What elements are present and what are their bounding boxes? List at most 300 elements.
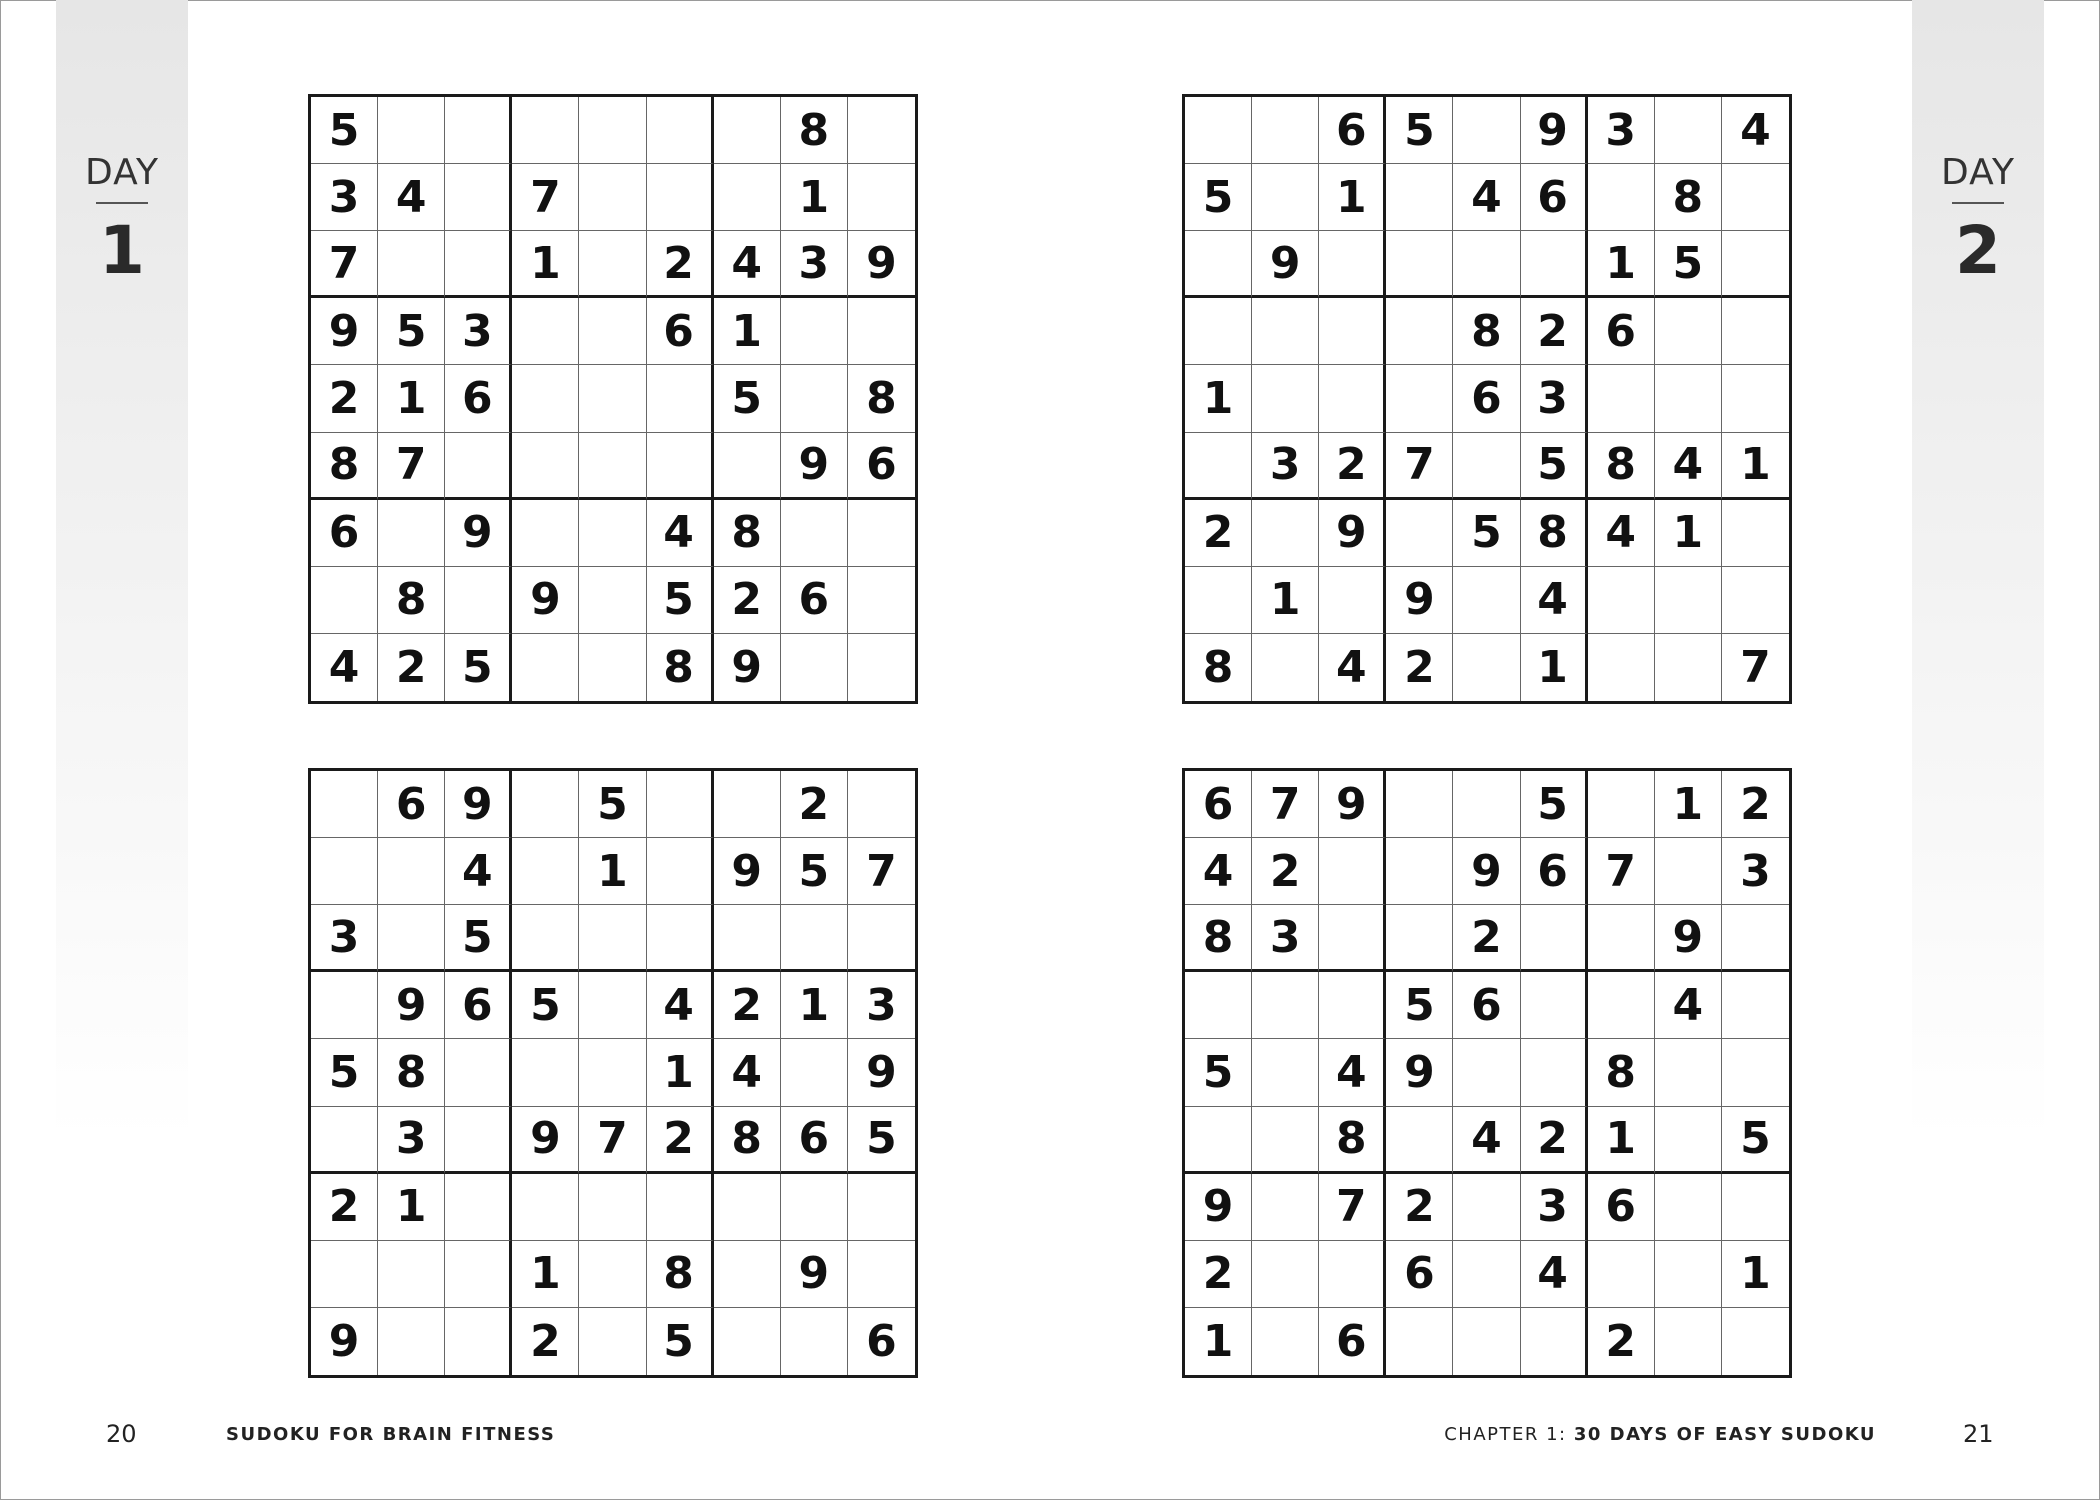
- sudoku-cell: [512, 634, 579, 701]
- sudoku-cell: [714, 1174, 781, 1241]
- sudoku-cell: 9: [311, 298, 378, 365]
- sudoku-cell: 4: [1319, 634, 1386, 701]
- sudoku-cell: [445, 1174, 512, 1241]
- sudoku-cell: [1655, 1174, 1722, 1241]
- sudoku-cell: [1185, 972, 1252, 1039]
- sudoku-cell: [512, 771, 579, 838]
- sudoku-cell: [848, 567, 915, 634]
- sudoku-cell: 5: [1185, 1039, 1252, 1106]
- sudoku-cell: [579, 97, 646, 164]
- sudoku-cell: [781, 500, 848, 567]
- day-number-left: 1: [99, 212, 145, 289]
- sudoku-cell: [1453, 1039, 1520, 1106]
- sudoku-cell: 3: [1521, 1174, 1588, 1241]
- sudoku-cell: 2: [1386, 634, 1453, 701]
- sudoku-cell: 8: [647, 1241, 714, 1308]
- sudoku-cell: 7: [1386, 433, 1453, 500]
- sudoku-cell: 6: [1319, 1308, 1386, 1375]
- sudoku-cell: 2: [1185, 1241, 1252, 1308]
- sudoku-cell: 6: [647, 298, 714, 365]
- sudoku-cell: [781, 905, 848, 972]
- sudoku-cell: 6: [1453, 365, 1520, 432]
- sudoku-cell: [1453, 771, 1520, 838]
- sudoku-cell: 1: [1588, 1107, 1655, 1174]
- sudoku-cell: 2: [714, 567, 781, 634]
- sudoku-cell: 7: [848, 838, 915, 905]
- chapter-heading: [1444, 1424, 1876, 1445]
- sudoku-cell: [512, 1039, 579, 1106]
- sudoku-cell: 8: [1319, 1107, 1386, 1174]
- sudoku-cell: [579, 164, 646, 231]
- sudoku-cell: 1: [1655, 771, 1722, 838]
- sudoku-cell: 9: [1252, 231, 1319, 298]
- sudoku-cell: 3: [1252, 433, 1319, 500]
- sudoku-cell: [1252, 1174, 1319, 1241]
- sudoku-cell: [1722, 972, 1789, 1039]
- sudoku-cell: [1386, 298, 1453, 365]
- sudoku-cell: 9: [848, 231, 915, 298]
- sudoku-cell: [1655, 1308, 1722, 1375]
- sudoku-cell: [848, 1241, 915, 1308]
- chapter-title: 30 DAYS OF EASY SUDOKU: [1573, 1424, 1876, 1445]
- sudoku-cell: [1722, 231, 1789, 298]
- sudoku-cell: 6: [445, 365, 512, 432]
- sudoku-cell: [378, 231, 445, 298]
- sudoku-cell: 4: [647, 500, 714, 567]
- sudoku-cell: [1722, 164, 1789, 231]
- sudoku-cell: [1185, 97, 1252, 164]
- sudoku-cell: 9: [1655, 905, 1722, 972]
- sudoku-cell: 3: [311, 905, 378, 972]
- sudoku-cell: [1386, 231, 1453, 298]
- sudoku-cell: [1252, 1241, 1319, 1308]
- sudoku-cell: 4: [1453, 1107, 1520, 1174]
- sudoku-cell: [1319, 567, 1386, 634]
- sudoku-cell: 4: [311, 634, 378, 701]
- sudoku-cell: [1386, 500, 1453, 567]
- sudoku-cell: [848, 771, 915, 838]
- sudoku-cell: [1319, 1241, 1386, 1308]
- sudoku-cell: 6: [781, 1107, 848, 1174]
- sudoku-cell: 7: [1740, 641, 1771, 693]
- sudoku-cell: 7: [1588, 838, 1655, 905]
- sudoku-cell: 2: [1453, 905, 1520, 972]
- sudoku-cell: [445, 1308, 512, 1375]
- sudoku-cell: [1252, 634, 1319, 701]
- sudoku-cell: 9: [512, 1107, 579, 1174]
- sudoku-cell: 1: [1521, 634, 1588, 701]
- sudoku-cell: [781, 1039, 848, 1106]
- sudoku-cell: 5: [1386, 972, 1453, 1039]
- sudoku-cell: 9: [1319, 500, 1386, 567]
- sudoku-cell: [714, 164, 781, 231]
- sudoku-cell: 1: [647, 1039, 714, 1106]
- sudoku-cell: [647, 164, 714, 231]
- sudoku-cell: [1521, 231, 1588, 298]
- sudoku-cell: [1386, 1107, 1453, 1174]
- sudoku-cell: 9: [848, 1039, 915, 1106]
- sudoku-grid-bottom-right: [1182, 768, 1792, 1378]
- sudoku-cell: 5: [378, 298, 445, 365]
- sudoku-cell: 8: [1185, 905, 1252, 972]
- sudoku-cell: [848, 905, 915, 972]
- sudoku-cell: 5: [1453, 500, 1520, 567]
- sudoku-cell: [1521, 1308, 1588, 1375]
- sudoku-cell: [1386, 838, 1453, 905]
- sudoku-cell: [714, 1308, 781, 1375]
- day-divider-left: [96, 202, 148, 204]
- sudoku-cell: [1252, 164, 1319, 231]
- sudoku-cell: [1386, 164, 1453, 231]
- sudoku-cell: [311, 1241, 378, 1308]
- sudoku-cell: 6: [378, 771, 445, 838]
- sudoku-cell: [445, 231, 512, 298]
- sudoku-cell: 9: [512, 567, 579, 634]
- sudoku-cell: [1453, 433, 1520, 500]
- sudoku-cell: 1: [1185, 1308, 1252, 1375]
- sudoku-cell: 6: [1453, 972, 1520, 1039]
- sudoku-cell: [579, 567, 646, 634]
- sudoku-cell: 1: [378, 1174, 445, 1241]
- sudoku-cell: [1319, 905, 1386, 972]
- day-label-right: DAY: [1941, 152, 2015, 193]
- sudoku-grid-top-left: [308, 94, 918, 704]
- sudoku-cell: [378, 1241, 445, 1308]
- sudoku-cell: [781, 365, 848, 432]
- sudoku-cell: 9: [1319, 771, 1386, 838]
- sudoku-cell: [1386, 365, 1453, 432]
- sudoku-cell: [1722, 298, 1789, 365]
- sudoku-cell: 6: [1319, 97, 1386, 164]
- page-number-right: 21: [1963, 1420, 1994, 1448]
- running-title: SUDOKU FOR BRAIN FITNESS: [226, 1424, 556, 1445]
- sudoku-cell: [647, 905, 714, 972]
- sudoku-cell: 2: [512, 1308, 579, 1375]
- sudoku-cell: 3: [1521, 365, 1588, 432]
- sudoku-cell: 4: [1453, 164, 1520, 231]
- sudoku-cell: 7: [1252, 771, 1319, 838]
- sudoku-cell: [1655, 1107, 1722, 1174]
- sudoku-cell: [1386, 1308, 1453, 1375]
- sudoku-cell: 6: [1588, 298, 1655, 365]
- sudoku-cell: 7: [378, 433, 445, 500]
- sudoku-cell: [579, 634, 646, 701]
- sudoku-cell: [1521, 905, 1588, 972]
- sudoku-cell: 1: [714, 298, 781, 365]
- sudoku-cell: [1588, 634, 1655, 701]
- sudoku-cell: 6: [1521, 838, 1588, 905]
- sudoku-cell: [1185, 298, 1252, 365]
- sudoku-cell: 4: [1655, 972, 1722, 1039]
- sudoku-cell: [445, 97, 512, 164]
- sudoku-cell: 1: [378, 365, 445, 432]
- sudoku-cell: 5: [512, 972, 579, 1039]
- sudoku-cell: 9: [1386, 567, 1453, 634]
- sudoku-grid-top-right: [1182, 94, 1792, 704]
- sudoku-cell: 9: [1185, 1174, 1252, 1241]
- sudoku-cell: [1655, 838, 1722, 905]
- sudoku-cell: 6: [1386, 1241, 1453, 1308]
- sudoku-cell: 9: [1386, 1039, 1453, 1106]
- sudoku-cell: 6: [848, 433, 915, 500]
- sudoku-cell: [1655, 1241, 1722, 1308]
- sudoku-cell: [512, 838, 579, 905]
- sudoku-cell: 1: [1722, 433, 1789, 500]
- sudoku-cell: 2: [1521, 298, 1588, 365]
- sudoku-cell: [1185, 231, 1252, 298]
- sudoku-cell: [579, 298, 646, 365]
- sudoku-cell: 2: [714, 972, 781, 1039]
- sudoku-cell: [1453, 634, 1520, 701]
- sudoku-cell: [1319, 298, 1386, 365]
- sudoku-cell: [579, 1241, 646, 1308]
- sudoku-cell: [1252, 500, 1319, 567]
- sudoku-cell: [1722, 365, 1789, 432]
- sudoku-cell: [781, 1308, 848, 1375]
- sudoku-cell: 4: [1722, 97, 1789, 164]
- sudoku-cell: 3: [445, 298, 512, 365]
- sudoku-cell: 4: [1185, 838, 1252, 905]
- sudoku-cell: [512, 1174, 579, 1241]
- sudoku-cell: [714, 1241, 781, 1308]
- sudoku-cell: [445, 1039, 512, 1106]
- sudoku-cell: [1386, 905, 1453, 972]
- sudoku-cell: 3: [1722, 838, 1789, 905]
- sudoku-cell: [1588, 972, 1655, 1039]
- sudoku-cell: [1655, 1039, 1722, 1106]
- sudoku-cell: 8: [1588, 1039, 1655, 1106]
- sudoku-cell: 2: [1722, 771, 1789, 838]
- sudoku-cell: [445, 433, 512, 500]
- sudoku-cell: [848, 164, 915, 231]
- sudoku-cell: 9: [378, 972, 445, 1039]
- sudoku-cell: 5: [714, 365, 781, 432]
- sudoku-cell: [1319, 365, 1386, 432]
- sudoku-cell: [1252, 1107, 1319, 1174]
- chapter-prefix: CHAPTER 1:: [1444, 1424, 1567, 1445]
- sudoku-cell: [579, 905, 646, 972]
- sudoku-cell: 4: [1521, 1241, 1588, 1308]
- sudoku-cell: [512, 905, 579, 972]
- sudoku-cell: [512, 500, 579, 567]
- sudoku-cell: [1588, 905, 1655, 972]
- sudoku-cell: [647, 433, 714, 500]
- sudoku-cell: [1588, 164, 1655, 231]
- sudoku-cell: [848, 97, 915, 164]
- sudoku-cell: [1588, 567, 1655, 634]
- sudoku-cell: 6: [866, 1315, 897, 1367]
- sudoku-cell: 2: [1185, 500, 1252, 567]
- sudoku-cell: [1588, 1241, 1655, 1308]
- sudoku-cell: [647, 97, 714, 164]
- sudoku-cell: 9: [445, 500, 512, 567]
- sudoku-cell: 7: [512, 164, 579, 231]
- sudoku-cell: [714, 771, 781, 838]
- sudoku-cell: [579, 1039, 646, 1106]
- sudoku-cell: 2: [647, 231, 714, 298]
- sudoku-cell: 5: [1521, 433, 1588, 500]
- sudoku-cell: [378, 97, 445, 164]
- sudoku-cell: [1722, 1174, 1789, 1241]
- sudoku-cell: 9: [714, 838, 781, 905]
- sudoku-cell: 9: [311, 1308, 378, 1375]
- sudoku-cell: 8: [1185, 634, 1252, 701]
- sudoku-cell: 6: [311, 500, 378, 567]
- sudoku-cell: 1: [579, 838, 646, 905]
- sudoku-cell: [378, 905, 445, 972]
- sudoku-cell: 8: [647, 634, 714, 701]
- sudoku-cell: 4: [378, 164, 445, 231]
- sudoku-cell: 4: [1588, 500, 1655, 567]
- sudoku-cell: [378, 838, 445, 905]
- sudoku-cell: 5: [579, 771, 646, 838]
- sudoku-cell: [579, 231, 646, 298]
- sudoku-cell: [1453, 1241, 1520, 1308]
- sudoku-cell: 5: [1185, 164, 1252, 231]
- sudoku-cell: [579, 433, 646, 500]
- sudoku-cell: [781, 1174, 848, 1241]
- sudoku-cell: [1521, 972, 1588, 1039]
- sudoku-cell: 7: [579, 1107, 646, 1174]
- sudoku-cell: 1: [1588, 231, 1655, 298]
- sudoku-cell: 4: [1319, 1039, 1386, 1106]
- sudoku-cell: [378, 500, 445, 567]
- sudoku-cell: 8: [1521, 500, 1588, 567]
- sudoku-cell: 5: [445, 905, 512, 972]
- sudoku-cell: 2: [647, 1107, 714, 1174]
- sudoku-cell: 4: [445, 838, 512, 905]
- sudoku-cell: 4: [714, 231, 781, 298]
- sudoku-cell: [1453, 231, 1520, 298]
- sudoku-cell: 5: [647, 1308, 714, 1375]
- sudoku-cell: [1453, 1308, 1520, 1375]
- sudoku-cell: 6: [1588, 1174, 1655, 1241]
- sudoku-cell: 3: [378, 1107, 445, 1174]
- sudoku-cell: [1252, 97, 1319, 164]
- sudoku-cell: 8: [311, 433, 378, 500]
- sudoku-cell: 1: [512, 231, 579, 298]
- sudoku-cell: 8: [378, 1039, 445, 1106]
- sudoku-cell: [647, 771, 714, 838]
- sudoku-cell: [1588, 771, 1655, 838]
- sudoku-cell: [1453, 1174, 1520, 1241]
- sudoku-cell: 8: [714, 500, 781, 567]
- sudoku-cell: [1252, 972, 1319, 1039]
- sudoku-cell: 1: [1252, 567, 1319, 634]
- sudoku-cell: 1: [1185, 365, 1252, 432]
- sudoku-cell: [781, 298, 848, 365]
- day-divider-right: [1952, 202, 2004, 204]
- sudoku-cell: 5: [1722, 1107, 1789, 1174]
- sudoku-cell: 3: [1588, 97, 1655, 164]
- sudoku-cell: [579, 1174, 646, 1241]
- sudoku-cell: [579, 365, 646, 432]
- sudoku-cell: 8: [781, 97, 848, 164]
- sudoku-cell: 8: [1655, 164, 1722, 231]
- sudoku-cell: 2: [1521, 1107, 1588, 1174]
- sudoku-cell: 4: [1521, 567, 1588, 634]
- sudoku-cell: 5: [1655, 231, 1722, 298]
- sudoku-cell: [647, 1174, 714, 1241]
- sudoku-cell: [848, 298, 915, 365]
- sudoku-cell: [1722, 500, 1789, 567]
- sudoku-cell: [512, 298, 579, 365]
- sudoku-cell: 9: [781, 1241, 848, 1308]
- sudoku-cell: 5: [781, 838, 848, 905]
- sudoku-cell: [579, 500, 646, 567]
- sudoku-cell: 1: [1319, 164, 1386, 231]
- sudoku-cell: 5: [848, 1107, 915, 1174]
- sudoku-grid-bottom-left: [308, 768, 918, 1378]
- sudoku-cell: [1252, 1308, 1319, 1375]
- sudoku-cell: [848, 500, 915, 567]
- sudoku-cell: [311, 771, 378, 838]
- sudoku-cell: [1453, 567, 1520, 634]
- sudoku-cell: 8: [1588, 433, 1655, 500]
- sudoku-cell: 6: [1521, 164, 1588, 231]
- sudoku-cell: [1655, 634, 1722, 701]
- sudoku-cell: [1588, 365, 1655, 432]
- sudoku-cell: 9: [1521, 97, 1588, 164]
- sudoku-cell: [512, 433, 579, 500]
- sudoku-cell: [1655, 97, 1722, 164]
- sudoku-cell: 4: [1655, 433, 1722, 500]
- sudoku-cell: [781, 634, 848, 701]
- sudoku-cell: 5: [1521, 771, 1588, 838]
- sudoku-cell: [1185, 567, 1252, 634]
- sudoku-cell: 8: [714, 1107, 781, 1174]
- sudoku-cell: 9: [781, 433, 848, 500]
- sudoku-cell: [311, 972, 378, 1039]
- sudoku-cell: [445, 567, 512, 634]
- sudoku-cell: 5: [311, 97, 378, 164]
- sudoku-cell: [1185, 1107, 1252, 1174]
- sudoku-cell: [579, 972, 646, 1039]
- sudoku-cell: [512, 365, 579, 432]
- sudoku-cell: [512, 97, 579, 164]
- sudoku-cell: [445, 1107, 512, 1174]
- sudoku-cell: 8: [848, 365, 915, 432]
- sudoku-cell: [311, 1107, 378, 1174]
- day-label-left: DAY: [85, 152, 159, 193]
- sudoku-cell: 8: [378, 567, 445, 634]
- sudoku-cell: [714, 433, 781, 500]
- sudoku-cell: 2: [1588, 1308, 1655, 1375]
- sudoku-cell: [714, 905, 781, 972]
- sudoku-cell: 9: [445, 771, 512, 838]
- sudoku-cell: [1319, 972, 1386, 1039]
- sudoku-cell: [1722, 1308, 1789, 1375]
- sudoku-cell: [1252, 298, 1319, 365]
- sudoku-cell: 9: [714, 634, 781, 701]
- sudoku-cell: 4: [714, 1039, 781, 1106]
- sudoku-cell: 3: [781, 231, 848, 298]
- sudoku-cell: 8: [1453, 298, 1520, 365]
- sudoku-cell: 3: [848, 972, 915, 1039]
- sudoku-cell: [1185, 433, 1252, 500]
- sudoku-cell: [311, 838, 378, 905]
- sudoku-cell: [445, 1241, 512, 1308]
- sudoku-cell: 5: [445, 634, 512, 701]
- sudoku-cell: [378, 1308, 445, 1375]
- sudoku-cell: 1: [781, 972, 848, 1039]
- sudoku-cell: [1453, 97, 1520, 164]
- sudoku-cell: [1252, 365, 1319, 432]
- page-number-left: 20: [106, 1420, 137, 1448]
- sudoku-cell: 1: [1655, 500, 1722, 567]
- sudoku-cell: [647, 838, 714, 905]
- sudoku-cell: [579, 1308, 646, 1375]
